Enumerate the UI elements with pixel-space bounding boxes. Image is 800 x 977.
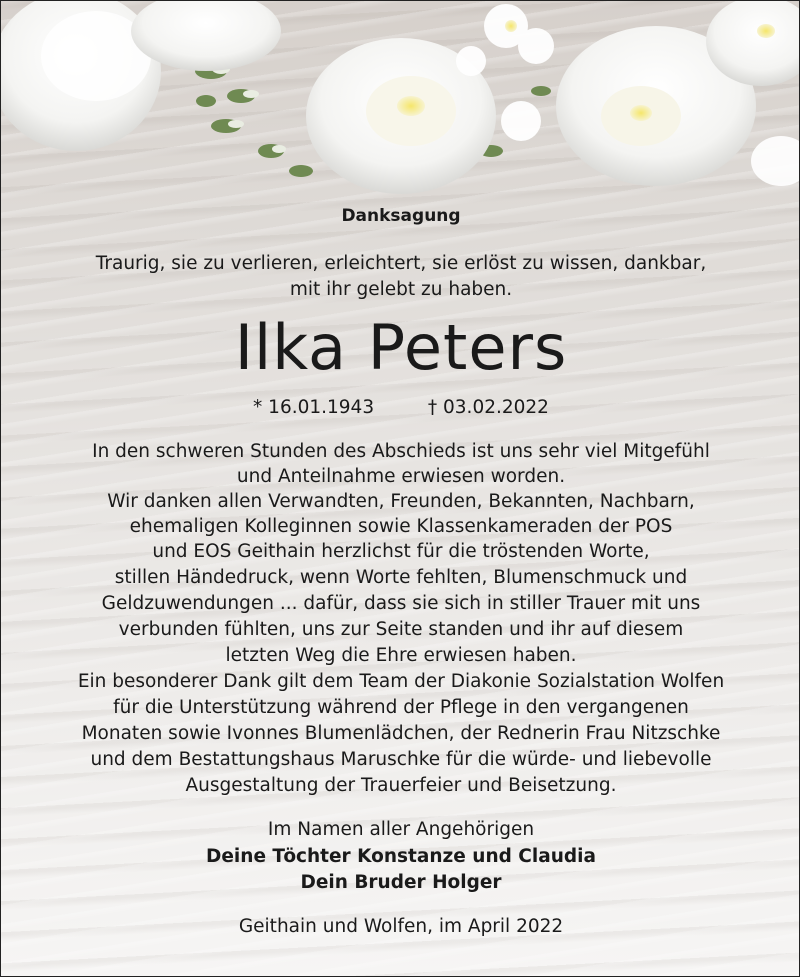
message-line: Geldzuwendungen ... dafür, dass sie sich in stiller Trauer mit uns — [101, 593, 701, 614]
message-line: letzten Weg die Ehre erwiesen haben. — [225, 645, 577, 666]
death-date: † 03.02.2022 — [427, 397, 549, 418]
deceased-name: Ilka Peters — [234, 311, 568, 384]
signature-brother: Dein Bruder Holger — [300, 872, 502, 893]
message-line: für die Unterstützung während der Pflege in den vergangenen — [113, 697, 689, 718]
signature-intro: Im Namen aller Angehörigen — [267, 819, 535, 840]
white-flowers-illustration — [1, 1, 800, 201]
message-line: stillen Händedruck, wenn Worte fehlten, Blumenschmuck und — [114, 567, 688, 588]
motto-line-2: mit ihr gelebt zu haben. — [289, 279, 513, 300]
signature-daughters: Deine Töchter Konstanze und Claudia — [206, 846, 596, 867]
message-line: verbunden fühlten, uns zur Seite standen und ihr auf diesem — [118, 619, 684, 640]
message-line: In den schweren Stunden des Abschieds ist uns sehr viel Mitgefühl — [92, 441, 710, 462]
message-line: Ausgestaltung der Trauerfeier und Beisetzung. — [185, 775, 617, 796]
heading: Danksagung — [341, 206, 461, 226]
message-line: und dem Bestattungshaus Maruschke für die würde- und liebevolle — [90, 749, 712, 770]
life-dates — [1, 397, 800, 418]
message-line: ehemaligen Kolleginnen sowie Klassenkameraden der POS — [129, 516, 673, 537]
message-line: Wir danken allen Verwandten, Freunden, Bekannten, Nachbarn, — [107, 491, 695, 512]
message-line: und Anteilnahme erwiesen worden. — [236, 466, 566, 487]
message-line: und EOS Geithain herzlichst für die tröstenden Worte, — [152, 541, 650, 562]
message-line: Ein besonderer Dank gilt dem Team der Diakonie Sozialstation Wolfen — [77, 671, 725, 692]
birth-date: * 16.01.1943 — [253, 397, 375, 418]
motto-line-1: Traurig, sie zu verlieren, erleichtert, sie erlöst zu wissen, dankbar, — [95, 253, 707, 274]
message-line: Monaten sowie Ivonnes Blumenlädchen, der Rednerin Frau Nitzschke — [81, 723, 721, 744]
place-and-date: Geithain und Wolfen, im April 2022 — [238, 916, 564, 937]
